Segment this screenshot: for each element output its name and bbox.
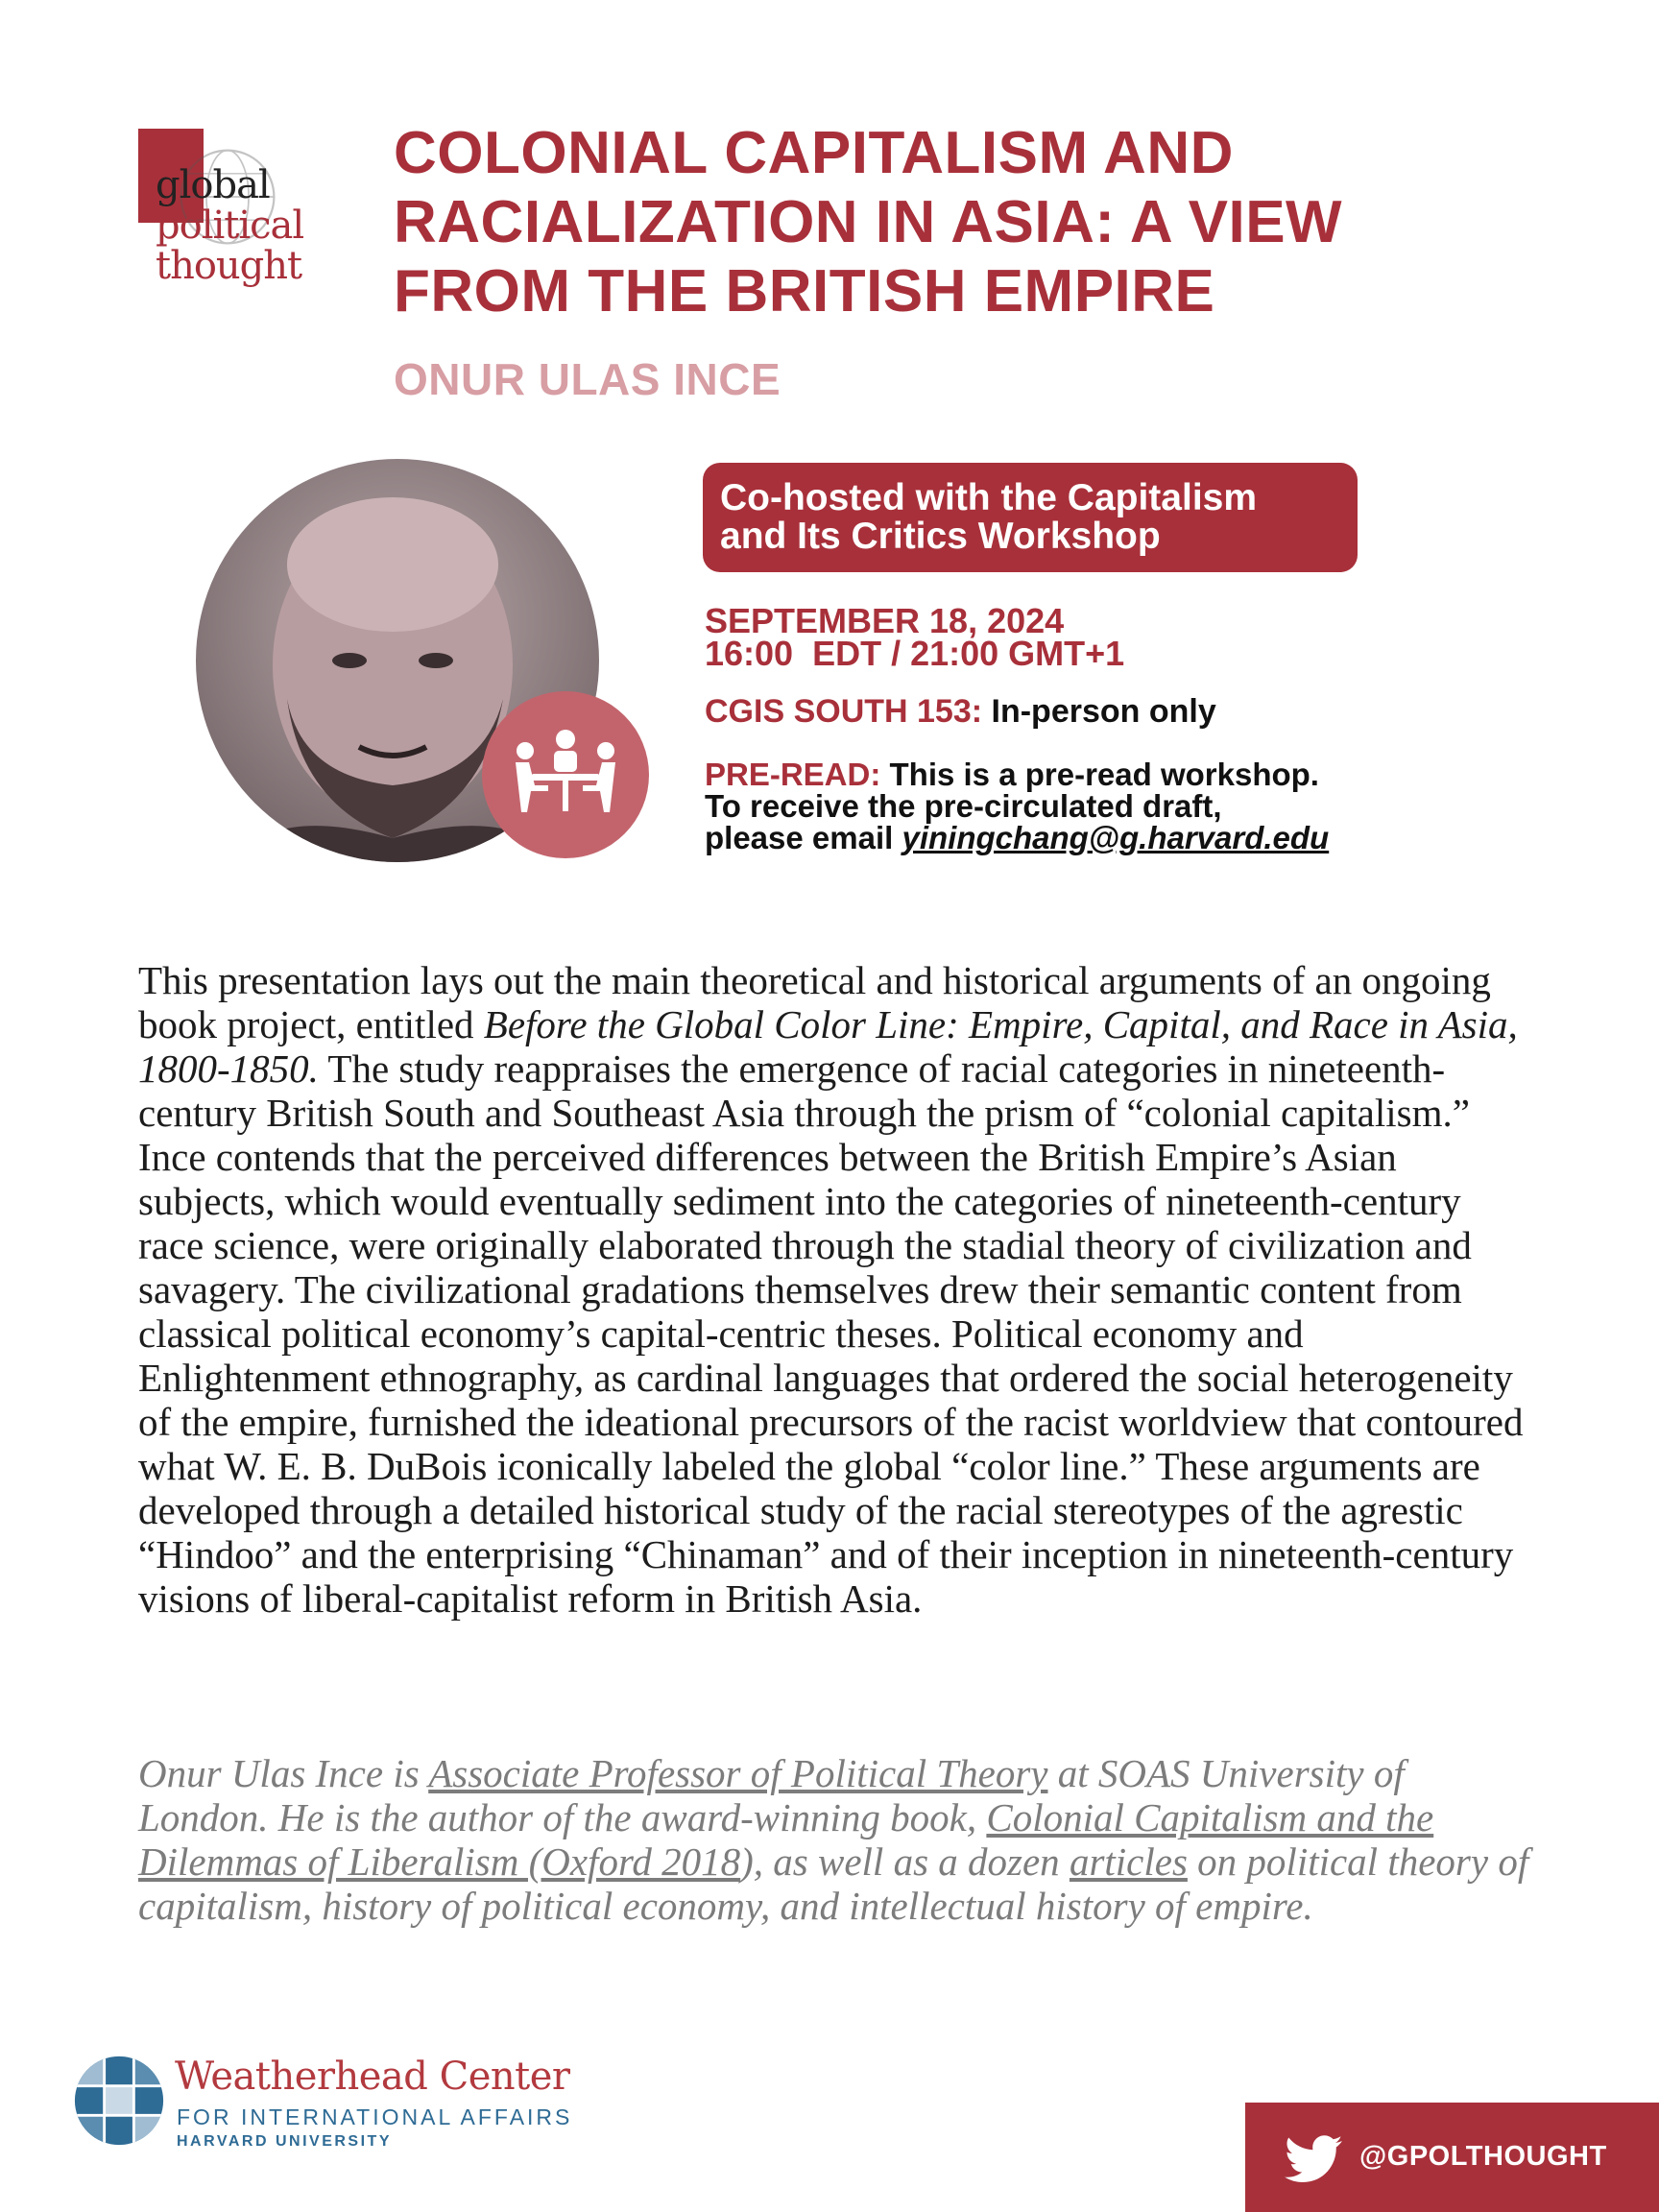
preread-line-2: To receive the pre-circulated draft, (705, 788, 1222, 824)
twitter-icon (1285, 2135, 1342, 2183)
book-title: Before the Global Color Line: Empire, Capital, and Race in Asia, 1800-1850. (138, 1002, 1518, 1091)
event-date: SEPTEMBER 18, 2024 (705, 601, 1065, 640)
email-link[interactable]: yiningchang@g.harvard.edu (902, 820, 1330, 855)
cohost-badge (703, 463, 1358, 572)
bio-text-4: on political theory of capitalism, history of political economy, and intellectual history of empire. (138, 1839, 1529, 1928)
speaker-name: ONUR ULAS INCE (394, 354, 781, 404)
logo-line-global: global (156, 163, 270, 207)
bio-link-articles[interactable]: articles (1069, 1839, 1188, 1884)
logo-line-thought: thought (156, 244, 302, 288)
event-title: COLONIAL CAPITALISM AND RACIALIZATION IN ASIA: A VIEW FROM THE BRITISH EMPIRE (394, 120, 1343, 325)
wcfia-name: Weatherhead Center (175, 2055, 570, 2099)
logo-line-political: political (156, 204, 304, 248)
venue-value: In-person only (982, 693, 1216, 730)
event-datetime (705, 601, 1125, 673)
preread-line-3: please email (705, 820, 902, 855)
bio-link-book[interactable]: Colonial Capitalism and the Dilemmas of Liberalism (Oxford 2018 (138, 1795, 1434, 1884)
event-time: 16:00 EDT / 21:00 GMT+1 (705, 634, 1125, 673)
meeting-icon (482, 691, 649, 858)
cohost-line-2: and Its Critics Workshop (720, 516, 1161, 557)
abstract-paragraph (138, 958, 1530, 1621)
meeting-badge (482, 691, 649, 858)
wcfia-subtitle: FOR INTERNATIONAL AFFAIRS (177, 2104, 573, 2129)
event-venue (705, 693, 1216, 731)
bio-text-2: at SOAS University of London. He is the author of the award-winning book, (138, 1751, 1405, 1839)
abstract-part-1: This presentation lays out the main theoretical and historical arguments of an ongoing book project, entitled (138, 958, 1491, 1046)
twitter-handle[interactable]: @GPOLTHOUGHT (1359, 2141, 1607, 2172)
cohost-line-1: Co-hosted with the Capitalism (720, 477, 1258, 518)
preread-label: PRE-READ: (705, 757, 881, 792)
abstract-part-2: The study reappraises the emergence of racial categories in nineteenth-century British South and Southeast Asia through the prism of “colonial capitalism.” Ince contends that the perceived differences between the British Empire’s Asian subjects, which would eventually sediment into the categories of nineteenth-century race science, were originally elaborated through the stadial theory of civilization and savagery. The civilizational gradations themselves drew their semantic content from classical political economy’s capital-centric theses. Political economy and Enlightenment ethnography, as cardinal languages that ordered the social heterogeneity of the empire, furnished the ideational precursors of the racist worldview that contoured what W. E. B. DuBois iconically labeled the global “color line.” These arguments are developed through a detailed historical study of the racial stereotypes of the agrestic “Hindoo” and the enterprising “Chinaman” and of their inception in nineteenth-century visions of liberal-capitalist reform in British Asia. (138, 1046, 1524, 1621)
bio-text-3: ), as well as a dozen (740, 1839, 1070, 1884)
wcfia-university: HARVARD UNIVERSITY (177, 2133, 392, 2150)
preread-line-1: This is a pre-read workshop. (880, 757, 1319, 792)
speaker-bio (138, 1751, 1530, 1928)
preread-note (705, 758, 1329, 854)
bio-link-position[interactable]: Associate Professor of Political Theory (428, 1751, 1048, 1795)
venue-label: CGIS SOUTH 153: (705, 693, 983, 730)
bio-text-1: Onur Ulas Ince is (138, 1751, 429, 1795)
wcfia-globe-icon (73, 2055, 165, 2147)
logo-wordmark (156, 165, 303, 286)
